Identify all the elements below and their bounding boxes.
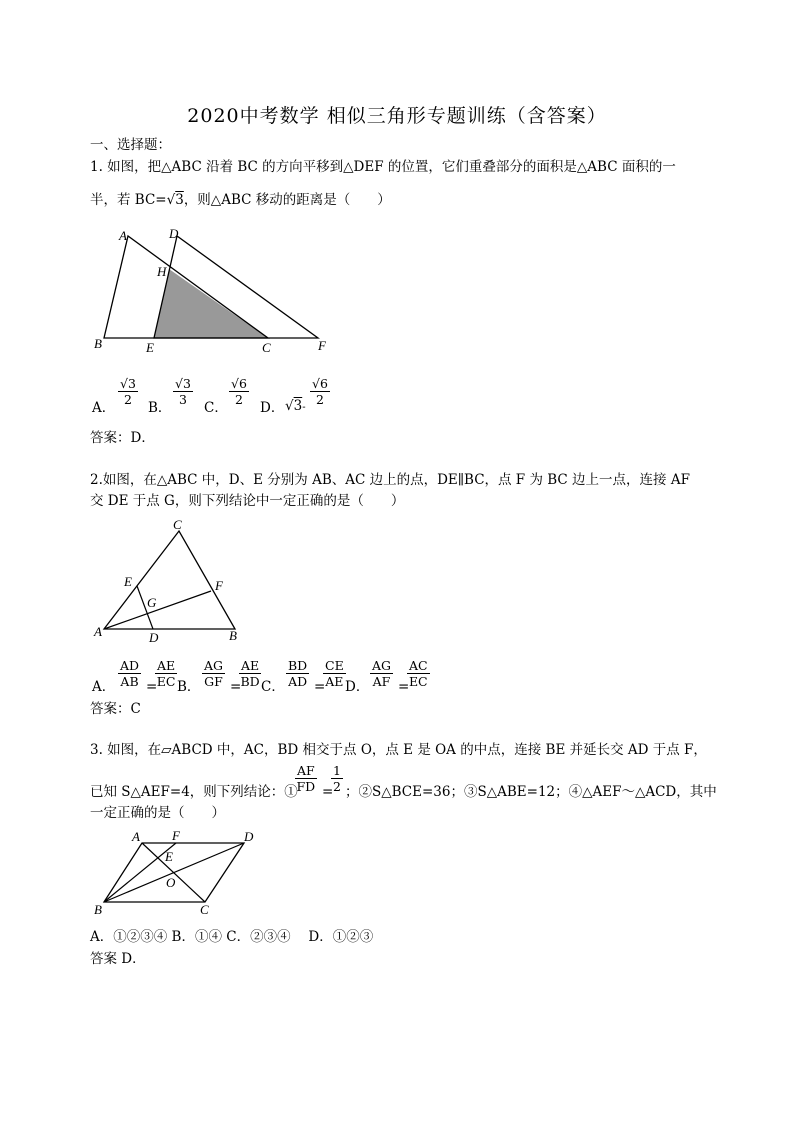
q2-option-a-equals: =	[146, 679, 158, 695]
q3-answer: 答案 D．	[90, 951, 146, 967]
q2-option-c-frac1: $\frac{BD}{AD}$	[288, 658, 308, 689]
q3-label-b: B	[94, 902, 102, 917]
q1-label-h: H	[157, 264, 167, 279]
q2-label-e: E	[124, 574, 132, 589]
q2-option-d-frac1: $\frac{AG}{AF}$	[372, 658, 392, 689]
q1-option-b-fraction: $\frac{√3}{3}$	[175, 376, 191, 407]
q1-option-c-fraction: $\frac{√6}{2}$	[231, 376, 247, 407]
q3-label-o: O	[166, 875, 176, 890]
q1-label-d: D	[169, 226, 179, 241]
q2-option-d-frac2: $\frac{AC}{EC}$	[408, 658, 428, 689]
q2-option-a-frac2: $\frac{AE}{EC}$	[156, 658, 176, 689]
q1-option-a-fraction: $\frac{√3}{2}$	[120, 376, 136, 407]
q1-option-d-fraction: $\frac{√6}{2}$	[312, 376, 328, 407]
q2-option-b-frac2: $\frac{AE}{BD}$	[240, 658, 260, 689]
q1-option-a-label[interactable]: A．	[92, 400, 116, 416]
q2-option-a-frac1: $\frac{AD}{AB}$	[120, 658, 140, 689]
q2-label-b: B	[229, 628, 237, 643]
q2-option-b-frac1: $\frac{AG}{GF}$	[204, 658, 224, 689]
q2-option-b-equals: =	[230, 679, 242, 695]
q1-option-d-sqrt: √3-	[285, 398, 306, 414]
q1-line1: 1. 如图，把△ABC 沿着 BC 的方向平移到△DEF 的位置，它们重叠部分的面积是△ABC 面积的一	[90, 159, 676, 175]
q2-option-d-equals: =	[398, 679, 410, 695]
q3-line2b: ；②S△BCE=36；③S△ABE=12；④△AEF～△ACD，其中	[345, 784, 717, 800]
q2-option-d-label[interactable]: D．	[345, 679, 370, 695]
q3-line3: 一定正确的是（ ）	[90, 805, 225, 821]
q2-option-c-equals: =	[314, 679, 326, 695]
q1-option-c-label[interactable]: C．	[204, 400, 228, 416]
q1-option-d-label[interactable]: D．	[260, 400, 285, 416]
q3-label-f: F	[172, 828, 180, 843]
q1-option-b-label[interactable]: B．	[148, 400, 172, 416]
q3-label-c: C	[200, 902, 209, 917]
q1-sqrt-value: √3	[166, 192, 184, 208]
q3-fraction-af-fd: $\frac{AF}{FD}$	[296, 763, 316, 794]
page-title: 2020中考数学 相似三角形专题训练（含答案）	[187, 105, 607, 127]
q3-options[interactable]: A．①②③④ B．①④ C．②③④ D．①②③	[90, 929, 374, 945]
q2-label-a: A	[94, 624, 102, 639]
q2-label-f: F	[215, 578, 223, 593]
q1-label-c: C	[262, 340, 271, 355]
q3-line2a: 已知 S△AEF=4，则下列结论：①	[90, 784, 298, 800]
q2-label-g: G	[147, 595, 157, 610]
q3-label-e: E	[165, 849, 173, 864]
q1-label-a: A	[119, 228, 127, 243]
q2-option-a-label[interactable]: A．	[92, 679, 116, 695]
q3-fraction-one-half: $\frac{1}{2}$	[333, 763, 341, 794]
q2-option-b-label[interactable]: B．	[177, 679, 201, 695]
q2-label-c: C	[173, 517, 182, 532]
q2-line1: 2.如图，在△ABC 中，D、E 分别为 AB、AC 边上的点，DE∥BC，点 F 为 BC 边上一点，连接 AF	[90, 472, 690, 488]
q3-label-a: A	[132, 829, 140, 844]
q1-line2: 半，若 BC=√3，则△ABC 移动的距离是（ ）	[90, 192, 391, 208]
q2-line2: 交 DE 于点 G，则下列结论中一定正确的是（ ）	[90, 493, 405, 509]
q3-line1: 3. 如图，在▱ABCD 中，AC，BD 相交于点 O，点 E 是 OA 的中点，连接 BE 并延长交 AD 于点 F，	[90, 742, 707, 758]
q2-option-c-frac2: $\frac{CE}{AE}$	[325, 658, 344, 689]
q1-label-f: F	[318, 338, 326, 353]
q2-label-d: D	[149, 630, 159, 645]
q2-option-c-label[interactable]: C．	[261, 679, 285, 695]
q1-answer: 答案：D．	[90, 430, 155, 446]
q2-answer: 答案：C	[90, 701, 141, 717]
q1-label-e: E	[146, 340, 154, 355]
q3-diagonal-bd	[104, 843, 244, 902]
q3-label-d: D	[244, 829, 254, 844]
q3-fraction-equals: =	[322, 784, 334, 800]
section-heading: 一、选择题：	[90, 137, 171, 153]
q1-label-b: B	[94, 336, 102, 351]
